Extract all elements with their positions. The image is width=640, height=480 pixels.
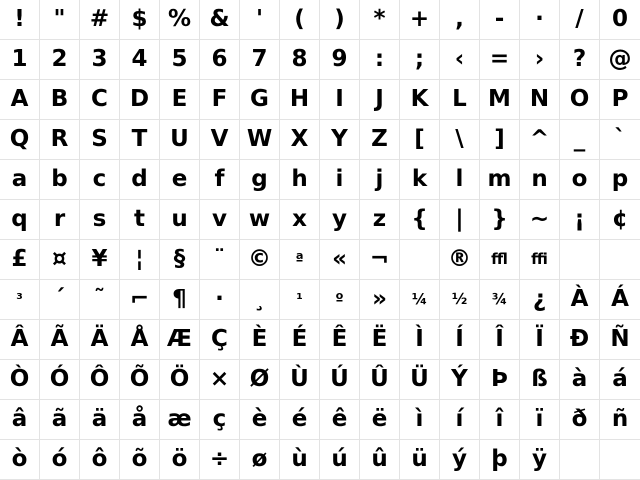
glyph-cell[interactable]: Å — [120, 320, 160, 360]
glyph-cell[interactable]: ? — [560, 40, 600, 80]
glyph-cell[interactable]: - — [480, 0, 520, 40]
glyph-cell[interactable]: S — [80, 120, 120, 160]
glyph-cell[interactable]: ' — [240, 0, 280, 40]
glyph-cell[interactable]: Ù — [280, 360, 320, 400]
glyph-cell[interactable]: ﬃ — [520, 240, 560, 280]
glyph-cell[interactable]: à — [560, 360, 600, 400]
glyph-cell[interactable]: R — [40, 120, 80, 160]
glyph-cell[interactable]: 1 — [0, 40, 40, 80]
glyph-cell[interactable]: ^ — [520, 120, 560, 160]
glyph-cell[interactable]: Ü — [400, 360, 440, 400]
glyph-cell[interactable]: * — [360, 0, 400, 40]
glyph-cell[interactable]: [ — [400, 120, 440, 160]
glyph-cell[interactable]: / — [560, 0, 600, 40]
glyph-cell[interactable]: Ç — [200, 320, 240, 360]
glyph-cell[interactable]: ê — [320, 400, 360, 440]
glyph-cell[interactable]: ⌐ — [120, 280, 160, 320]
glyph-cell[interactable]: ~ — [520, 200, 560, 240]
glyph-cell[interactable]: = — [480, 40, 520, 80]
glyph-cell[interactable]: £ — [0, 240, 40, 280]
glyph-cell[interactable]: } — [480, 200, 520, 240]
glyph-cell[interactable]: ì — [400, 400, 440, 440]
glyph-cell[interactable]: $ — [120, 0, 160, 40]
glyph-cell[interactable]: 6 — [200, 40, 240, 80]
glyph-cell[interactable]: é — [280, 400, 320, 440]
glyph-cell[interactable]: « — [320, 240, 360, 280]
glyph-cell[interactable]: ô — [80, 440, 120, 480]
glyph-cell[interactable]: ÷ — [200, 440, 240, 480]
glyph-cell[interactable]: ¬ — [360, 240, 400, 280]
glyph-cell[interactable]: ö — [160, 440, 200, 480]
glyph-cell[interactable]: ë — [360, 400, 400, 440]
glyph-cell[interactable]: P — [600, 80, 640, 120]
glyph-cell[interactable]: 5 — [160, 40, 200, 80]
glyph-cell[interactable]: Û — [360, 360, 400, 400]
glyph-cell[interactable]: ﬄ — [480, 240, 520, 280]
glyph-cell[interactable]: H — [280, 80, 320, 120]
glyph-cell[interactable]: å — [120, 400, 160, 440]
glyph-cell[interactable]: Ì — [400, 320, 440, 360]
glyph-cell[interactable]: í — [440, 400, 480, 440]
glyph-cell[interactable]: 7 — [240, 40, 280, 80]
glyph-cell[interactable]: y — [320, 200, 360, 240]
glyph-cell[interactable]: ¹ — [280, 280, 320, 320]
glyph-cell[interactable]: _ — [560, 120, 600, 160]
glyph-cell[interactable]: J — [360, 80, 400, 120]
glyph-cell[interactable]: ¸ — [240, 280, 280, 320]
glyph-cell[interactable]: c — [80, 160, 120, 200]
glyph-cell[interactable]: { — [400, 200, 440, 240]
glyph-cell[interactable]: è — [240, 400, 280, 440]
glyph-cell[interactable]: æ — [160, 400, 200, 440]
glyph-cell[interactable]: Ý — [440, 360, 480, 400]
glyph-cell[interactable]: + — [400, 0, 440, 40]
glyph-cell[interactable]: L — [440, 80, 480, 120]
glyph-cell[interactable]: Ê — [320, 320, 360, 360]
glyph-cell[interactable]: ® — [440, 240, 480, 280]
glyph-cell[interactable]: þ — [480, 440, 520, 480]
glyph-cell[interactable]: â — [0, 400, 40, 440]
glyph-cell[interactable]: î — [480, 400, 520, 440]
glyph-cell[interactable]: q — [0, 200, 40, 240]
glyph-cell[interactable]: ‹ — [440, 40, 480, 80]
glyph-cell[interactable]: § — [160, 240, 200, 280]
glyph-cell[interactable]: " — [40, 0, 80, 40]
glyph-cell[interactable]: ³ — [0, 280, 40, 320]
glyph-cell[interactable]: 4 — [120, 40, 160, 80]
glyph-cell[interactable]: Ã — [40, 320, 80, 360]
glyph-cell[interactable]: ý — [440, 440, 480, 480]
glyph-cell[interactable]: ) — [320, 0, 360, 40]
glyph-cell[interactable]: i — [320, 160, 360, 200]
glyph-cell[interactable]: p — [600, 160, 640, 200]
glyph-cell[interactable]: » — [360, 280, 400, 320]
glyph-cell[interactable]: O — [560, 80, 600, 120]
glyph-cell[interactable]: Ð — [560, 320, 600, 360]
glyph-cell[interactable]: l — [440, 160, 480, 200]
glyph-cell[interactable]: % — [160, 0, 200, 40]
glyph-cell[interactable]: G — [240, 80, 280, 120]
glyph-cell[interactable]: ¢ — [600, 200, 640, 240]
glyph-cell[interactable]: C — [80, 80, 120, 120]
glyph-cell[interactable]: ; — [400, 40, 440, 80]
glyph-cell[interactable]: ¼ — [400, 280, 440, 320]
glyph-cell[interactable]: u — [160, 200, 200, 240]
glyph-cell[interactable]: Î — [480, 320, 520, 360]
glyph-cell[interactable]: × — [200, 360, 240, 400]
glyph-cell[interactable]: · — [520, 0, 560, 40]
glyph-cell[interactable]: © — [240, 240, 280, 280]
glyph-cell[interactable]: o — [560, 160, 600, 200]
glyph-cell[interactable]: ½ — [440, 280, 480, 320]
glyph-cell[interactable]: Æ — [160, 320, 200, 360]
glyph-cell[interactable]: 0 — [600, 0, 640, 40]
glyph-cell[interactable]: @ — [600, 40, 640, 80]
glyph-cell[interactable]: ´ — [40, 280, 80, 320]
glyph-cell[interactable]: U — [160, 120, 200, 160]
glyph-cell[interactable]: ¦ — [120, 240, 160, 280]
glyph-cell[interactable]: Ö — [160, 360, 200, 400]
glyph-cell[interactable]: B — [40, 80, 80, 120]
glyph-cell[interactable]: Y — [320, 120, 360, 160]
glyph-cell[interactable]: · — [200, 280, 240, 320]
glyph-cell[interactable]: ß — [520, 360, 560, 400]
glyph-cell[interactable] — [400, 240, 440, 280]
glyph-cell[interactable]: x — [280, 200, 320, 240]
glyph-cell[interactable]: T — [120, 120, 160, 160]
glyph-cell[interactable] — [600, 440, 640, 480]
glyph-cell[interactable]: g — [240, 160, 280, 200]
glyph-cell[interactable]: ï — [520, 400, 560, 440]
glyph-cell[interactable]: ä — [80, 400, 120, 440]
glyph-cell[interactable]: b — [40, 160, 80, 200]
glyph-cell[interactable]: F — [200, 80, 240, 120]
glyph-cell[interactable]: ü — [400, 440, 440, 480]
glyph-cell[interactable]: r — [40, 200, 80, 240]
glyph-cell[interactable]: 2 — [40, 40, 80, 80]
glyph-cell[interactable]: ó — [40, 440, 80, 480]
glyph-cell[interactable]: t — [120, 200, 160, 240]
glyph-cell[interactable]: I — [320, 80, 360, 120]
glyph-cell[interactable]: º — [320, 280, 360, 320]
glyph-cell[interactable]: É — [280, 320, 320, 360]
glyph-cell[interactable]: ð — [560, 400, 600, 440]
glyph-cell[interactable]: ú — [320, 440, 360, 480]
glyph-cell[interactable]: ¶ — [160, 280, 200, 320]
glyph-cell[interactable]: M — [480, 80, 520, 120]
glyph-cell[interactable]: f — [200, 160, 240, 200]
glyph-cell[interactable]: A — [0, 80, 40, 120]
glyph-cell[interactable]: Ú — [320, 360, 360, 400]
glyph-cell[interactable]: Á — [600, 280, 640, 320]
glyph-cell[interactable]: n — [520, 160, 560, 200]
glyph-cell[interactable]: , — [440, 0, 480, 40]
glyph-cell[interactable]: # — [80, 0, 120, 40]
glyph-cell[interactable]: s — [80, 200, 120, 240]
glyph-cell[interactable]: h — [280, 160, 320, 200]
glyph-cell[interactable]: E — [160, 80, 200, 120]
glyph-cell[interactable]: | — [440, 200, 480, 240]
glyph-cell[interactable]: á — [600, 360, 640, 400]
glyph-cell[interactable]: d — [120, 160, 160, 200]
glyph-cell[interactable]: & — [200, 0, 240, 40]
glyph-cell[interactable]: e — [160, 160, 200, 200]
glyph-cell[interactable]: N — [520, 80, 560, 120]
glyph-cell[interactable]: ª — [280, 240, 320, 280]
glyph-cell[interactable]: ç — [200, 400, 240, 440]
glyph-cell[interactable]: Þ — [480, 360, 520, 400]
glyph-cell[interactable]: Ä — [80, 320, 120, 360]
glyph-cell[interactable]: 3 — [80, 40, 120, 80]
glyph-cell[interactable]: À — [560, 280, 600, 320]
glyph-cell[interactable]: Í — [440, 320, 480, 360]
glyph-cell[interactable]: Z — [360, 120, 400, 160]
glyph-cell[interactable]: 8 — [280, 40, 320, 80]
glyph-cell[interactable]: Õ — [120, 360, 160, 400]
glyph-cell[interactable] — [600, 240, 640, 280]
glyph-cell[interactable]: W — [240, 120, 280, 160]
glyph-cell[interactable]: Ï — [520, 320, 560, 360]
glyph-cell[interactable]: \ — [440, 120, 480, 160]
glyph-cell[interactable]: j — [360, 160, 400, 200]
glyph-cell[interactable] — [560, 240, 600, 280]
glyph-cell[interactable]: ò — [0, 440, 40, 480]
glyph-cell[interactable]: D — [120, 80, 160, 120]
glyph-cell[interactable]: Ó — [40, 360, 80, 400]
glyph-cell[interactable]: ¥ — [80, 240, 120, 280]
glyph-cell[interactable]: z — [360, 200, 400, 240]
glyph-cell[interactable]: a — [0, 160, 40, 200]
glyph-cell[interactable]: ø — [240, 440, 280, 480]
glyph-cell[interactable]: ` — [600, 120, 640, 160]
glyph-cell[interactable]: ¤ — [40, 240, 80, 280]
glyph-cell[interactable]: m — [480, 160, 520, 200]
glyph-cell[interactable]: ( — [280, 0, 320, 40]
glyph-cell[interactable]: ñ — [600, 400, 640, 440]
glyph-cell[interactable]: ˜ — [80, 280, 120, 320]
glyph-cell[interactable]: K — [400, 80, 440, 120]
glyph-cell[interactable]: È — [240, 320, 280, 360]
glyph-cell[interactable]: ÿ — [520, 440, 560, 480]
glyph-cell[interactable]: û — [360, 440, 400, 480]
glyph-cell[interactable]: ã — [40, 400, 80, 440]
glyph-cell[interactable]: V — [200, 120, 240, 160]
glyph-cell[interactable]: ¿ — [520, 280, 560, 320]
glyph-cell[interactable]: Ò — [0, 360, 40, 400]
glyph-cell[interactable]: õ — [120, 440, 160, 480]
glyph-cell[interactable]: ¾ — [480, 280, 520, 320]
glyph-cell[interactable]: 9 — [320, 40, 360, 80]
glyph-cell[interactable]: v — [200, 200, 240, 240]
glyph-cell[interactable]: › — [520, 40, 560, 80]
glyph-cell[interactable] — [560, 440, 600, 480]
glyph-cell[interactable]: Ë — [360, 320, 400, 360]
glyph-cell[interactable]: w — [240, 200, 280, 240]
glyph-cell[interactable]: ù — [280, 440, 320, 480]
glyph-cell[interactable]: Q — [0, 120, 40, 160]
glyph-cell[interactable]: ¡ — [560, 200, 600, 240]
glyph-cell[interactable]: Ø — [240, 360, 280, 400]
glyph-cell[interactable]: Ñ — [600, 320, 640, 360]
glyph-cell[interactable]: X — [280, 120, 320, 160]
glyph-cell[interactable]: ! — [0, 0, 40, 40]
glyph-cell[interactable]: ] — [480, 120, 520, 160]
glyph-cell[interactable]: ¨ — [200, 240, 240, 280]
glyph-cell[interactable]: Â — [0, 320, 40, 360]
glyph-cell[interactable]: : — [360, 40, 400, 80]
glyph-cell[interactable]: k — [400, 160, 440, 200]
glyph-cell[interactable]: Ô — [80, 360, 120, 400]
